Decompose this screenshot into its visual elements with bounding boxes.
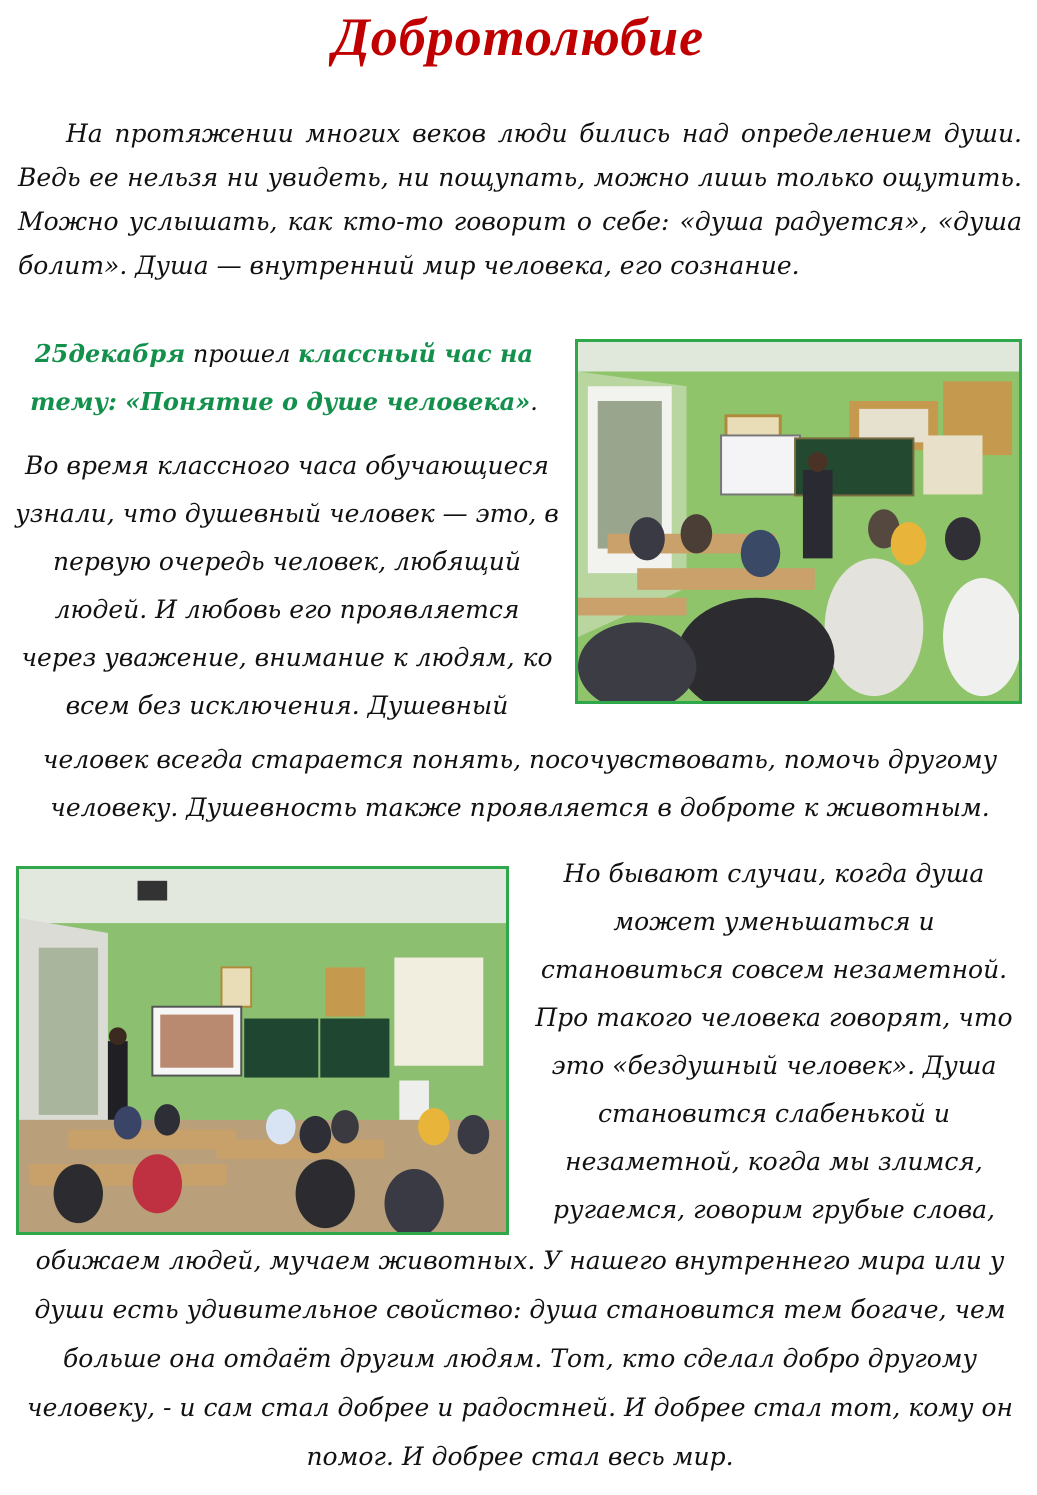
classroom-photo-2 <box>16 866 509 1235</box>
event-connector: прошел <box>185 340 299 368</box>
paragraph-right: Но бывают случаи, когда душа может уменьшаться и становиться совсем незаметной. Про такого человека говорят, что это «бездушный человек». Душа становится слабенькой и незаметной, когда мы злимся, ругаемся, говорим грубые слова, <box>535 859 1013 1224</box>
event-announcement <box>18 330 550 426</box>
paragraph-left: Во время классного часа обучающиеся узнали, что душевный человек — это, в первую очередь человек, любящий людей. И любовь его проявляется через уважение, внимание к людям, ко всем без исключения. Душевный <box>15 451 559 720</box>
paragraph-end: обижаем людей, мучаем животных. У нашего внутреннего мира или у души есть удивительное свойство: душа становится тем богаче, чем больше она отдаёт другим людям. Тот, кто сделал добро другому человеку, - и сам стал добрее и радостней. И добрее стал тот, кому он помог. И добрее стал весь мир. <box>27 1246 1013 1471</box>
intro-paragraph: На протяжении многих веков люди бились над определением души. Ведь ее нельзя ни увидеть, ни пощупать, можно лишь только ощутить. Можно услышать, как кто-то говорит о себе: «душа радуется», «душа болит». Душа — внутренний мир человека, его сознание. <box>18 119 1022 280</box>
page-title: Добротолюбие <box>332 7 705 67</box>
event-date: 25декабря <box>34 339 186 368</box>
event-topic: классный час на тему: «Понятие о душе человека» <box>30 339 534 416</box>
paragraph-wide: человек всегда старается понять, посочувствовать, помочь другому человеку. Душевность также проявляется в доброте к животным. <box>42 745 998 822</box>
classroom-photo-1 <box>575 339 1022 704</box>
event-end: . <box>530 388 538 416</box>
